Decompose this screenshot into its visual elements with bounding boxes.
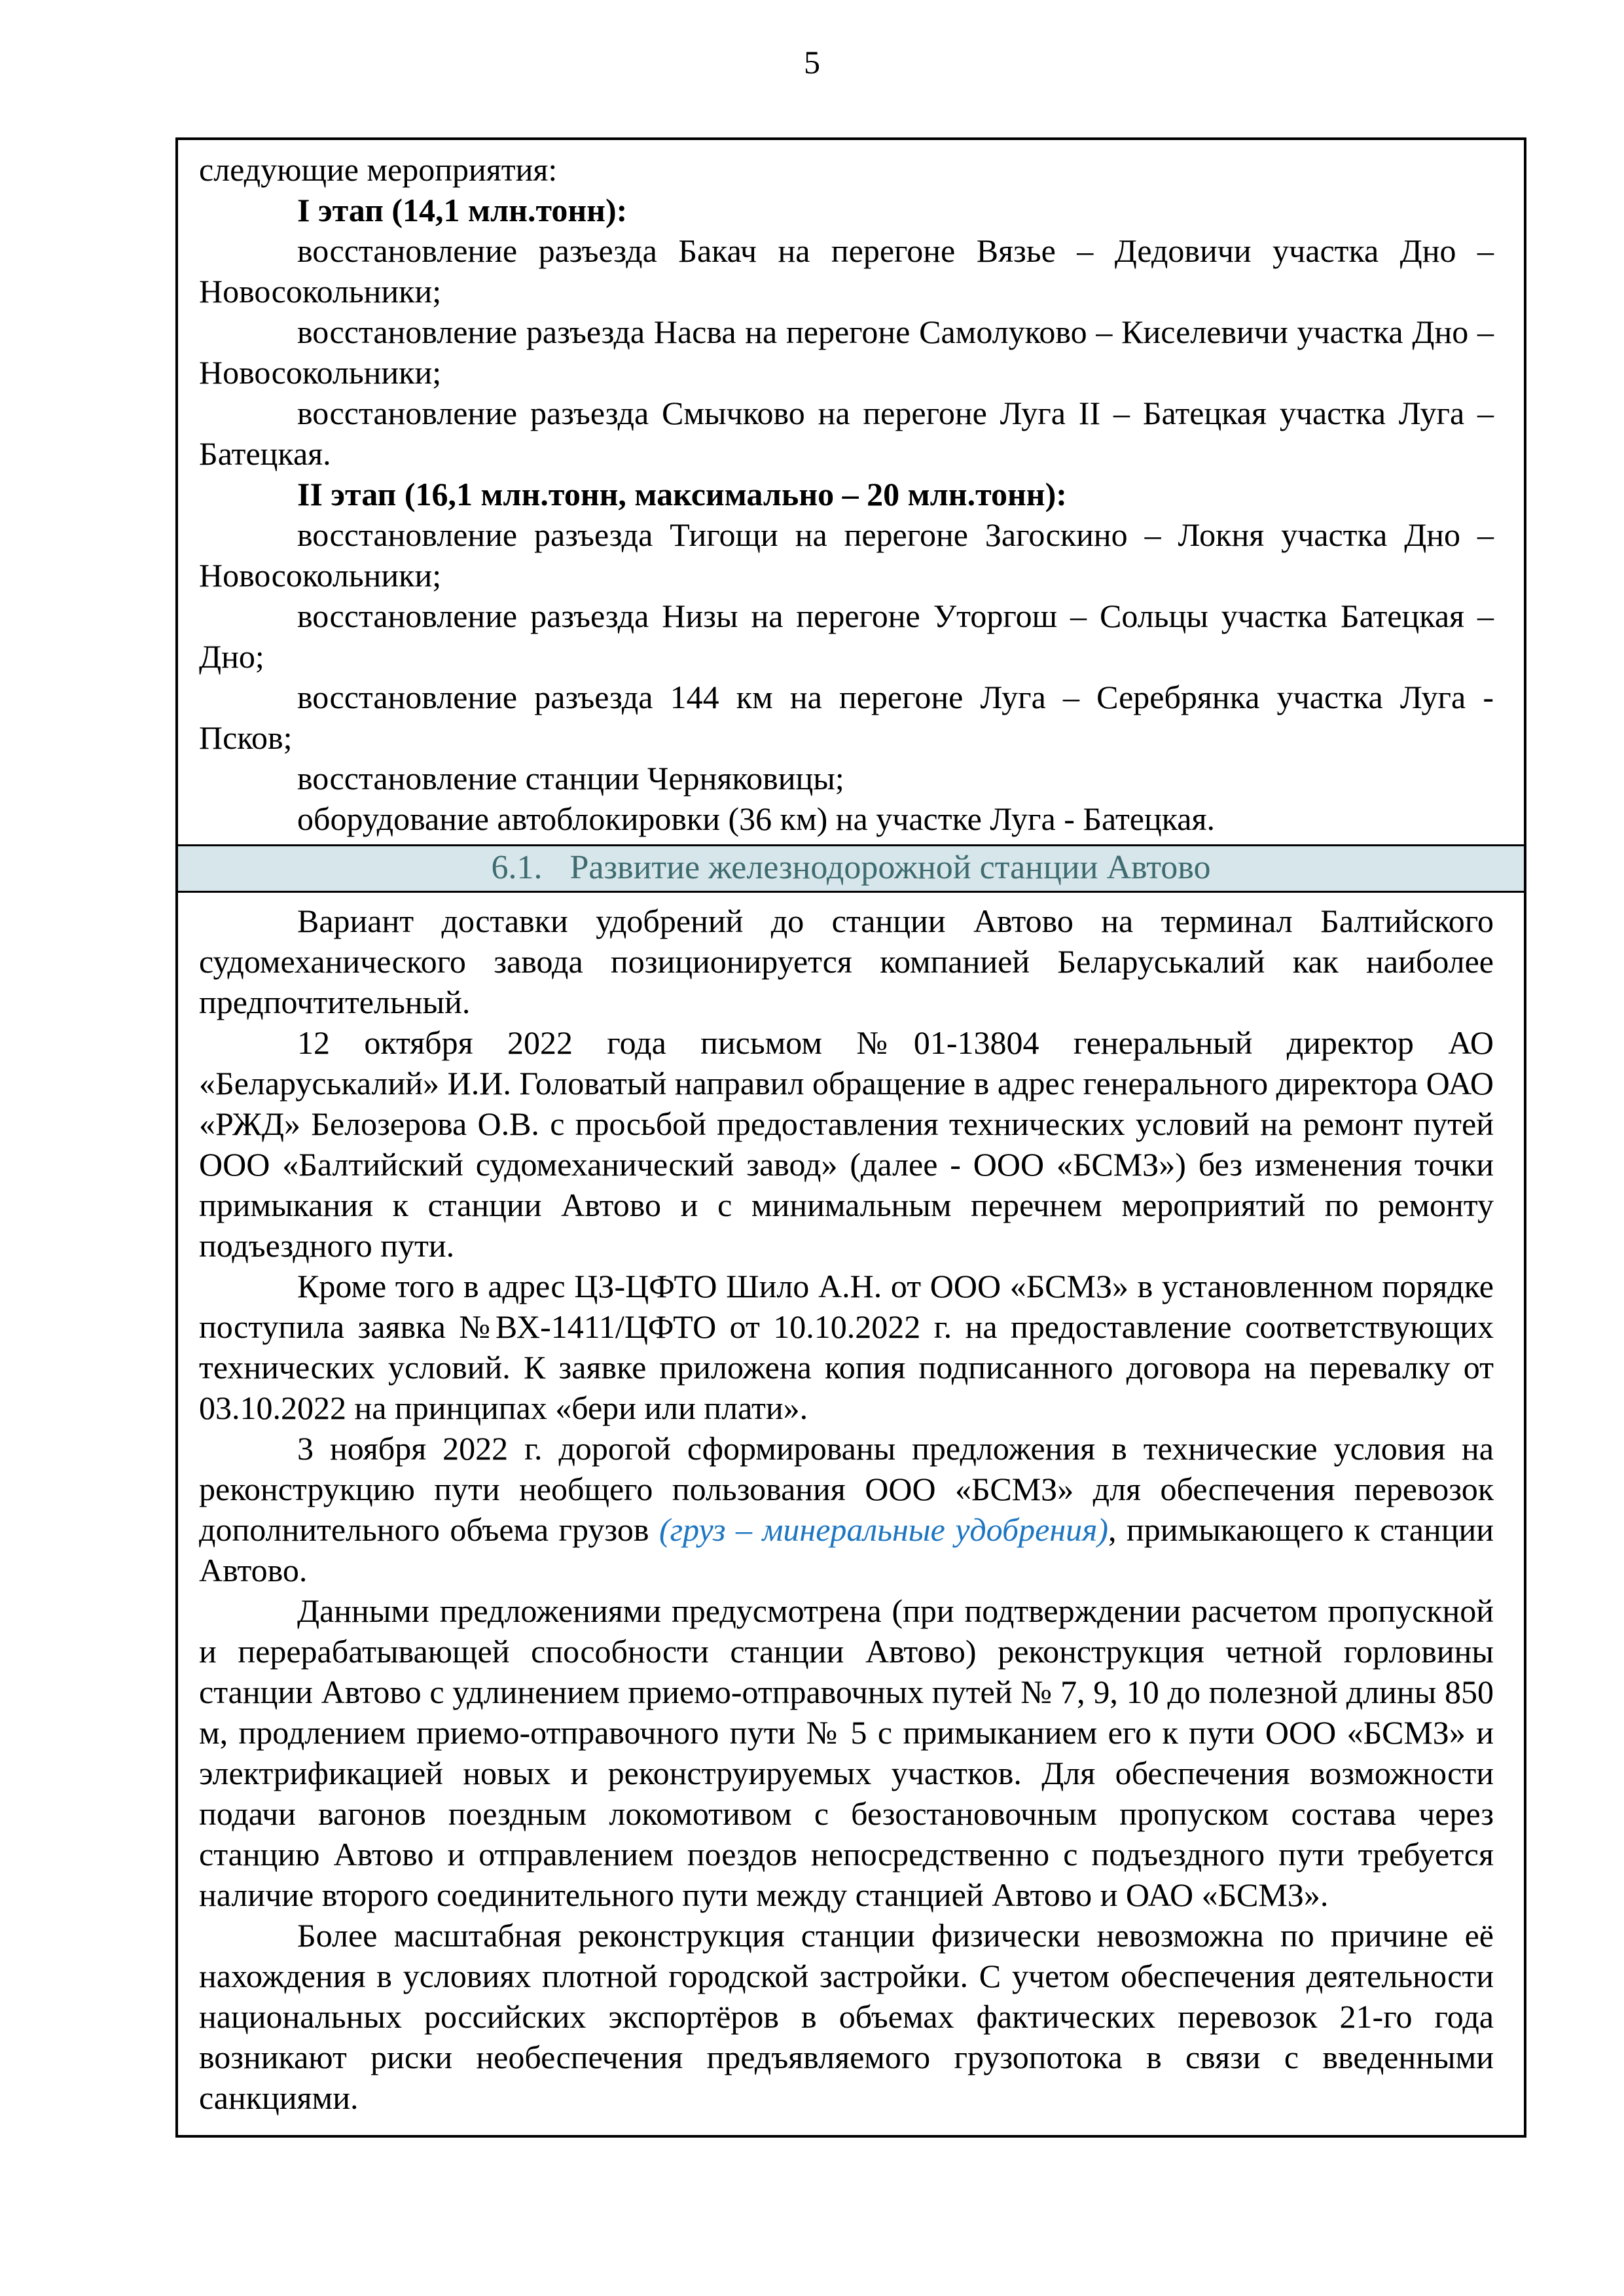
body-section — [178, 893, 1524, 2135]
paragraph: 12 октября 2022 года письмом №01-13804 генеральный директор АО «Беларуськалий» И.И. Головатый направил обращение в адрес генерального директора ОАО «РЖД» Белозерова О.В. с просьбой предоставления технических условий на ремонт путей ООО «Балтийский судомеханический завод» (далее - ООО «БСМЗ») без изменения точки примыкания к станции Автово и с минимальным перечнем мероприятий по ремонту подъездного пути. — [199, 1024, 1494, 1264]
stage1-item: восстановление разъезда Смычково на перегоне Луга II – Батецкая участка Луга – Батецкая. — [199, 395, 1494, 472]
paragraph: Более масштабная реконструкция станции физически невозможна по причине её нахождения в условиях плотной городской застройки. С учетом обеспечения деятельности национальных российских экспортёров в объемах фактических перевозок 21-го года возникают риски необеспечения предъявляемого грузопотока в связи с введенными санкциями. — [199, 1917, 1494, 2116]
section-heading-band — [178, 844, 1524, 893]
stage2-item: восстановление разъезда Тигощи на перегоне Загоскино – Локня участка Дно – Новосокольники; — [199, 516, 1494, 594]
stage1-heading: I этап (14,1 млн.тонн): — [297, 192, 628, 228]
highlight-note: (груз – минеральные удобрения) — [659, 1511, 1109, 1548]
paragraph-text: , примыкающего к станции Автово. — [199, 1511, 1494, 1588]
stage-list-section — [178, 140, 1524, 844]
stage2-heading: II этап (16,1 млн.тонн, максимально – 20 млн.тонн): — [297, 476, 1067, 512]
paragraph-text: 3 ноября 2022 г. дорогой сформированы предложения в технические условия на реконструкцию пути необщего пользования ООО «БСМЗ» для обеспечения перевозок дополнительного объема грузов — [199, 1430, 1494, 1548]
section-number: 6.1. — [491, 849, 543, 886]
section-title: Развитие железнодорожной станции Автово — [569, 849, 1211, 886]
stage1-item: восстановление разъезда Насва на перегоне Самолуково – Киселевичи участка Дно – Новосокольники; — [199, 314, 1494, 391]
stage2-item: восстановление разъезда 144 км на перегоне Луга – Серебрянка участка Луга - Псков; — [199, 679, 1494, 756]
stage1-item: восстановление разъезда Бакач на перегоне Вязье – Дедовичи участка Дно – Новосокольники; — [199, 232, 1494, 310]
stage2-item: оборудование автоблокировки (36 км) на участке Луга - Батецкая. — [297, 800, 1215, 837]
paragraph: Данными предложениями предусмотрена (при подтверждении расчетом пропускной и перерабатывающей способности станции Автово) реконструкция четной горловины станции Автово с удлинением приемо-отправочных путей № 7, 9, 10 до полезной длины 850 м, продлением приемо-отправочного пути № 5 с примыканием его к пути ООО «БСМЗ» и электрификацией новых и реконструируемых участков. Для обеспечения возможности подачи вагонов поездным локомотивом с безостановочным пропуском состава через станцию Автово и отправлением поездов непосредственно с подъездного пути требуется наличие второго соединительного пути между станцией Автово и ОАО «БСМЗ». — [199, 1592, 1494, 1913]
paragraph: Вариант доставки удобрений до станции Автово на терминал Балтийского судомеханического завода позиционируется компанией Беларуськалий как наиболее предпочтительный. — [199, 903, 1494, 1020]
paragraph: Кроме того в адрес ЦЗ-ЦФТО Шило А.Н. от ООО «БСМЗ» в установленном порядке поступила заявка №ВХ-1411/ЦФТО от 10.10.2022 г. на предоставление соответствующих технических условий. К заявке приложена копия подписанного договора на перевалку от 03.10.2022 на принципах «бери или плати». — [199, 1268, 1494, 1426]
paragraph — [199, 1428, 1494, 1590]
page-number: 5 — [804, 44, 820, 81]
content-box — [175, 137, 1526, 2138]
intro-line: следующие мероприятия: — [199, 151, 558, 188]
stage2-item: восстановление станции Черняковицы; — [297, 760, 844, 797]
stage2-item: восстановление разъезда Низы на перегоне Уторгош – Сольцы участка Батецкая – Дно; — [199, 598, 1494, 675]
